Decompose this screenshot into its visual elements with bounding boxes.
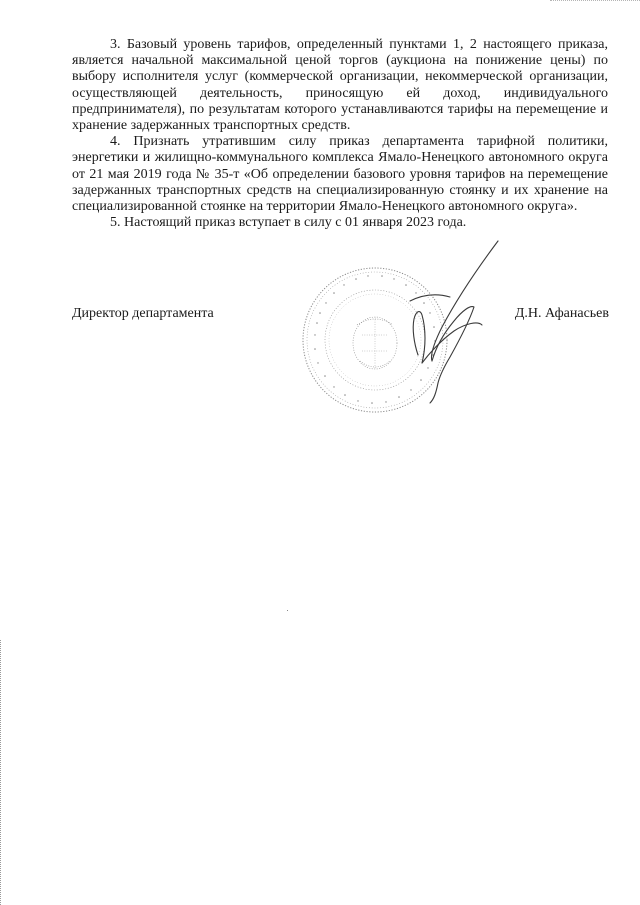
paragraph-5: 5. Настоящий приказ вступает в силу с 01 января 2023 года. bbox=[110, 215, 467, 231]
paragraph-4: 4. Признать утратившим силу приказ департамента тарифной политики, энергетики и жилищно-коммунального комплекса Ямало-Ненецкого автономного округа от 21 мая 2019 года № 35-т «Об определении базового уровня тарифов на перемещение задержанных транспортных средств на специализированную стоянку и их хранение на специализированной стоянке на территории Ямало-Ненецкого автономного округа». bbox=[72, 134, 608, 215]
document-body bbox=[72, 37, 608, 231]
scan-edge-mark bbox=[0, 640, 3, 905]
paragraph-3: 3. Базовый уровень тарифов, определенный пунктами 1, 2 настоящего приказа, является начальной максимальной ценой торгов (аукциона на понижение цены) по выбору исполнителя услуг (коммерческой организации, некоммерческой организации, осуществляющей деятельность, приносящую ей доход, индивидуального предпринимателя), по результатам которого устанавливаются тарифы на перемещение и хранение задержанных транспортных средств. bbox=[72, 37, 608, 134]
scan-speck bbox=[287, 610, 288, 611]
handwritten-signature-icon bbox=[370, 235, 510, 405]
scan-corner-mark bbox=[550, 0, 640, 3]
signatory-role: Директор департамента bbox=[72, 306, 214, 321]
signatory-name: Д.Н. Афанасьев bbox=[514, 306, 609, 321]
